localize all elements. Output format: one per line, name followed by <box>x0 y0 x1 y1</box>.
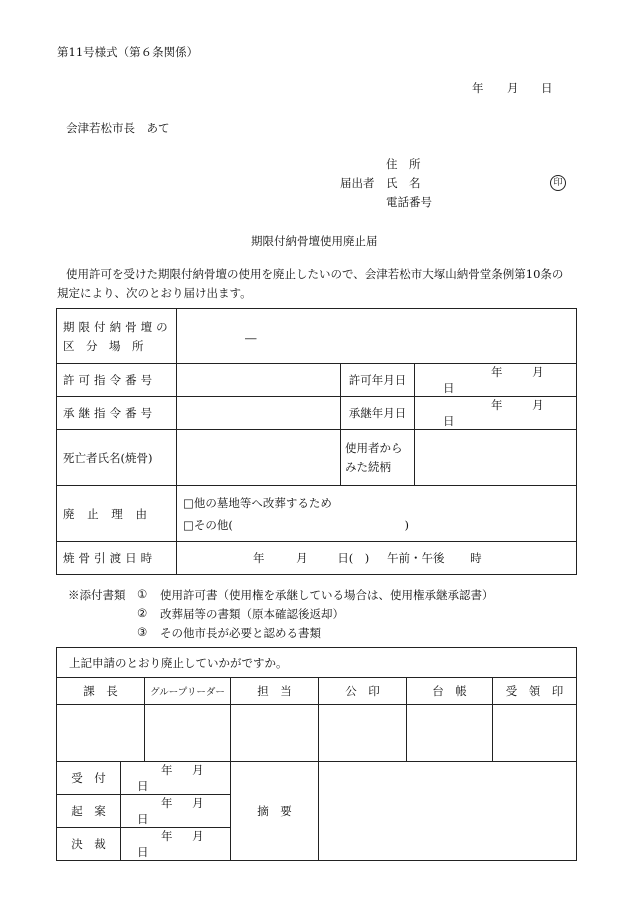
reason-other-prefix: □その他( <box>183 517 233 532</box>
summary-field[interactable] <box>319 762 577 861</box>
column-header: 台 帳 <box>407 678 493 705</box>
office-table <box>56 647 577 861</box>
date-day: 日 <box>137 812 149 826</box>
permit-date-year: 年 <box>491 365 503 379</box>
date-day: 日 <box>137 779 149 793</box>
permit-date-label: 許可年月日 <box>341 364 415 397</box>
approval-question: 上記申請のとおり廃止していかがですか。 <box>57 648 577 678</box>
location-value: ― <box>245 331 257 345</box>
stamp-cell[interactable] <box>231 705 319 762</box>
attachments-label: ※添付書類 <box>68 588 126 602</box>
attachment-text: 使用許可書（使用権を承継している場合は、使用権承継承認書） <box>160 588 494 602</box>
column-header: 担 当 <box>231 678 319 705</box>
succession-date-field[interactable] <box>415 397 577 430</box>
date-day: 日 <box>137 845 149 859</box>
handover-label: 焼骨引渡日時 <box>57 542 177 575</box>
attachment-number: ② <box>137 606 148 620</box>
intro-line-1: 使用許可を受けた期限付納骨壇の使用を廃止したいので、会津若松市大塚山納骨堂条例第10条の <box>66 267 564 281</box>
permit-date-month: 月 <box>532 365 544 379</box>
column-header: グループリーダー <box>145 678 231 705</box>
date-year: 年 <box>161 829 173 843</box>
deceased-label: 死亡者氏名(焼骨) <box>57 430 177 486</box>
header-date-month: 月 <box>507 81 519 95</box>
intro-line-2: 規定により、次のとおり届け出ます。 <box>57 286 252 300</box>
stamp-cell[interactable] <box>145 705 231 762</box>
seal-mark: 印 <box>550 175 566 191</box>
handover-hour: 時 <box>470 551 482 565</box>
form-number: 第11号様式（第６条関係） <box>57 45 199 59</box>
header-date-day: 日 <box>541 81 553 95</box>
permit-date-day: 日 <box>443 381 455 395</box>
location-label: 期限付納骨壇の 区 分 場 所 <box>57 309 177 364</box>
date-year: 年 <box>161 796 173 810</box>
name-label: 氏 名 <box>386 176 421 190</box>
stamp-cell[interactable] <box>319 705 407 762</box>
permit-number-label: 許可指令番号 <box>57 364 177 397</box>
header-date-year: 年 <box>472 81 484 95</box>
date-month: 月 <box>192 763 204 777</box>
row-label-approved: 決 裁 <box>57 828 121 861</box>
stamp-cell[interactable] <box>493 705 577 762</box>
stamp-cell[interactable] <box>407 705 493 762</box>
succession-number-label: 承継指令番号 <box>57 397 177 430</box>
reason-option-other[interactable] <box>183 517 576 533</box>
date-month: 月 <box>192 829 204 843</box>
reason-other-suffix: ) <box>404 517 410 532</box>
received-date[interactable] <box>121 762 231 795</box>
handover-ampm: 午前・午後 <box>386 551 445 565</box>
handover-month: 月 <box>296 551 308 565</box>
succession-date-label: 承継年月日 <box>341 397 415 430</box>
succession-date-day: 日 <box>443 414 455 428</box>
summary-label: 摘 要 <box>231 762 319 861</box>
document-title: 期限付納骨壇使用廃止届 <box>251 234 378 248</box>
main-form-table <box>56 308 577 575</box>
reason-option-reburial[interactable]: □他の墓地等へ改葬するため <box>183 495 332 510</box>
attachment-number: ③ <box>137 625 148 639</box>
addressee: 会津若松市長 あて <box>66 121 170 135</box>
attachment-text: その他市長が必要と認める書類 <box>160 626 321 640</box>
handover-year: 年 <box>253 551 265 565</box>
approved-date[interactable] <box>121 828 231 861</box>
permit-date-field[interactable] <box>415 364 577 397</box>
attachment-number: ① <box>137 587 148 601</box>
deceased-field[interactable] <box>177 430 341 486</box>
date-month: 月 <box>192 796 204 810</box>
succession-date-month: 月 <box>532 398 544 412</box>
permit-number-field[interactable] <box>177 364 341 397</box>
handover-day: 日( ) <box>337 551 370 565</box>
succession-number-field[interactable] <box>177 397 341 430</box>
attachment-text: 改葬届等の書類（原本確認後返却） <box>160 607 344 621</box>
relation-field[interactable] <box>415 430 577 486</box>
column-header: 受 領 印 <box>493 678 577 705</box>
row-label-received: 受 付 <box>57 762 121 795</box>
location-field[interactable] <box>177 309 577 364</box>
row-label-drafted: 起 案 <box>57 795 121 828</box>
phone-label: 電話番号 <box>386 195 432 209</box>
reason-label: 廃止理由 <box>57 486 177 542</box>
applicant-role: 届出者 <box>340 176 375 190</box>
address-label: 住 所 <box>386 157 421 171</box>
reason-field <box>177 486 577 542</box>
handover-field[interactable] <box>177 542 577 575</box>
column-header: 課 長 <box>57 678 145 705</box>
drafted-date[interactable] <box>121 795 231 828</box>
relation-label: 使用者から みた続柄 <box>341 430 415 486</box>
succession-date-year: 年 <box>491 398 503 412</box>
column-header: 公 印 <box>319 678 407 705</box>
stamp-cell[interactable] <box>57 705 145 762</box>
date-year: 年 <box>161 763 173 777</box>
